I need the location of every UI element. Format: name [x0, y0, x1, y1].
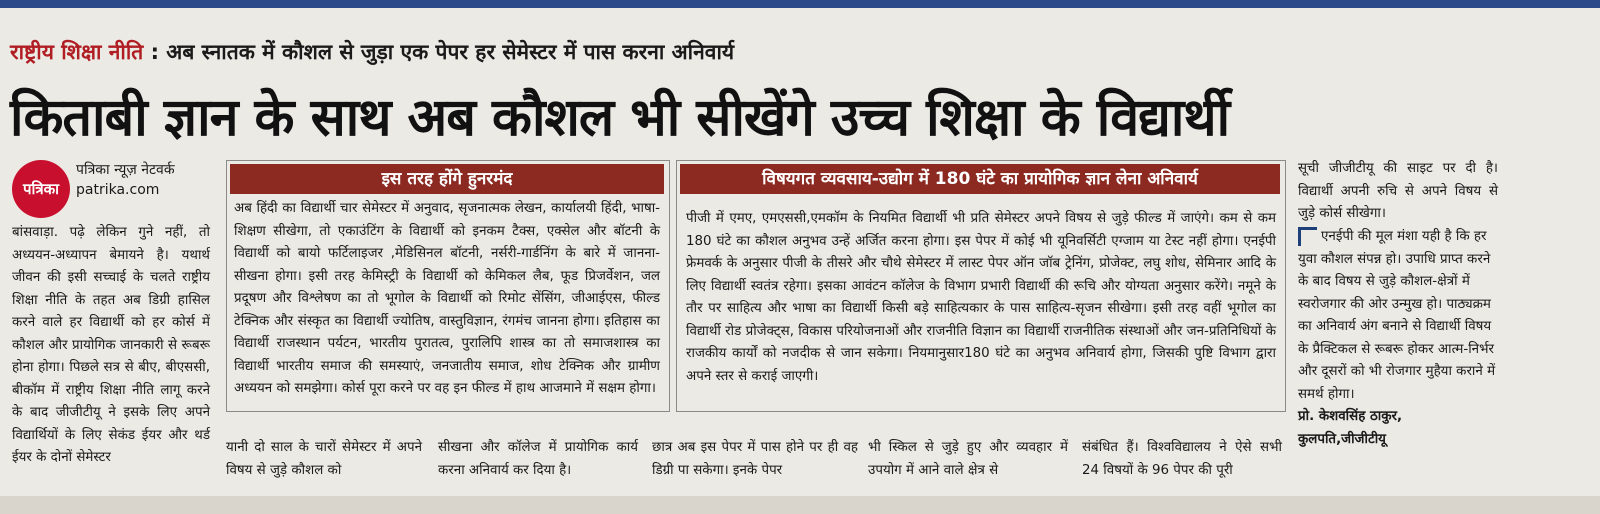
quote-author-designation: कुलपति,जीजीटीयू — [1298, 431, 1386, 447]
bottom-col-4: भी स्किल से जुड़े हुए और व्यवहार में उपयोग में आने वाले क्षेत्र से — [868, 440, 1068, 478]
bottom-strip — [0, 496, 1600, 514]
kicker-section: राष्ट्रीय शिक्षा नीति — [10, 40, 144, 64]
bottom-col-2: सीखना और कॉलेज में प्रायोगिक कार्य करना अनिवार्य कर दिया है। — [438, 440, 638, 478]
patrika-logo: पत्रिका — [12, 160, 70, 218]
box-skills-text: अब हिंदी का विद्यार्थी चार सेमेस्टर में अनुवाद, सृजनात्मक लेखन, कार्यालयी हिंदी, भाषा-शिक्षण सीखेगा, तो एकाउंटिंग के विद्यार्थी को इनकम टैक्स, एक्सेल और बॉटनी के विद्यार्थी को बायो फर्टिलाइजर ,मेडिसिनल बॉटनी, नर्सरी-गार्डनिंग के बारे में जानना-सीखना होगा। इसी तरह केमिस्ट्री के विद्यार्थी को केमिकल लैब, फूड प्रिजर्वेशन, जल प्रदूषण और विश्लेषण का तो भूगोल के विद्यार्थी को रिमोट सेंसिंग, जीआईएस, फील्ड टेक्निक और संस्कृत का विद्यार्थी ज्योतिष, वास्तुविज्ञान, रंगमंच जानना होगा। इतिहास का विद्यार्थी राजस्थान पर्यटन, भारतीय पुरातत्व, पुरालिपि शास्त्र का तो समाजशास्त्र का विद्यार्थी भारतीय समाज की समस्याएं, जनजातीय समाज, शोध टेक्निक और ग्रामीण अध्ययन को समझेगा। कोर्स पूरा करने पर वह इन फील्ड में हाथ आजमाने में सक्षम होगा। — [234, 201, 660, 396]
left-column-text: बांसवाड़ा. पढ़े लेकिन गुने नहीं, तो अध्ययन-अध्यापन बेमायने है। यथार्थ जीवन की इसी सच्चाई के चलते राष्ट्रीय शिक्षा नीति के तहत अब डिग्री हासिल करने वाले हर विद्यार्थी को हर कोर्स में कौशल और प्रायोगिक जानकारी से रूबरू होना होगा। पिछले सत्र से बीए, बीएससी, बीकॉम में राष्ट्रीय शिक्षा नीति लागू करने के बाद जीजीटीयू ने इसके लिए अपने विद्यार्थियों के लिए सेकंड ईयर और थर्ड ईयर के दोनों सेमेस्टर — [12, 225, 210, 465]
bottom-col-3: छात्र अब इस पेपर में पास होने पर ही वह डिग्री पा सकेगा। इनके पेपर — [652, 440, 858, 478]
top-rule — [0, 0, 1600, 8]
bottom-col-1: यानी दो साल के चारों सेमेस्टर में अपने विषय से जुड़े कौशल को — [226, 440, 422, 478]
bottom-col-5: संबंधित हैं। विश्वविद्यालय ने ऐसे सभी 24 विषयों के 96 पेपर की पूरी — [1082, 440, 1282, 478]
quote-block — [1298, 226, 1498, 451]
box-practical-heading: विषयगत व्यवसाय-उद्योग में 180 घंटे का प्रायोगिक ज्ञान लेना अनिवार्य — [680, 164, 1280, 194]
right-column-top: सूची जीजीटीयू की साइट पर दी है। विद्यार्थी अपनी रुचि से अपने विषय से जुड़े कोर्स सीखेगा। — [1298, 161, 1498, 221]
quote-mark-icon — [1298, 227, 1317, 246]
box-practical-text: पीजी में एमए, एमएससी,एमकॉम के नियमित विद्यार्थी भी प्रति सेमेस्टर अपने विषय से जुड़े फील्ड में जाएंगे। कम से कम 180 घंटे का कौशल अनुभव उन्हें अर्जित करना होगा। इस पेपर में कोई भी यूनिवर्सिटी एग्जाम या टेस्ट नहीं होगा। एनईपी फ्रेमवर्क के अनुसार पीजी के तीसरे और चौथे सेमेस्टर में लास्ट पेपर ऑन जॉब ट्रेनिंग, प्रोजेक्ट, लघु शोध, सेमिनार आदि के लिए विद्यार्थी स्वतंत्र रहेगा। इसका आवंटन कॉलेज के विभाग प्रभारी विद्यार्थी की रूचि और योग्यता अनुसार करेंगे। नमूने के तौर पर साहित्य और भाषा का विद्यार्थी किसी बड़े साहित्यकार के पास साहित्य-सृजन सीखेगा। इसी तरह वहीं भूगोल का विद्यार्थी रोड प्रोजेक्ट्स, विकास परियोजनाओं और राजनीति विज्ञान का विद्यार्थी राजनीतिक संस्थाओं और जन-प्रतिनिधियों के राजकीय कार्यों को नजदीक से जान सकेगा। नियमानुसार180 घंटे का अनुभव अनिवार्य होगा, जिसकी पुष्टि विभाग द्वारा अपने स्तर से कराई जाएगी। — [686, 211, 1276, 384]
quote-author-name: प्रो. केशवसिंह ठाकुर, — [1298, 409, 1403, 424]
byline — [76, 160, 175, 200]
kicker — [10, 38, 734, 66]
headline: किताबी ज्ञान के साथ अब कौशल भी सीखेंगे उच्च शिक्षा के विद्यार्थी — [10, 88, 1230, 148]
byline-site: patrika.com — [76, 182, 160, 198]
kicker-text: : अब स्नातक में कौशल से जुड़ा एक पेपर हर सेमेस्टर में पास करना अनिवार्य — [150, 40, 735, 64]
byline-network: पत्रिका न्यूज़ नेटवर्क — [76, 162, 175, 178]
quote-text: एनईपी की मूल मंशा यही है कि हर युवा कौशल संपन्न हो। उपाधि प्राप्त करने के बाद विषय से जुड़े कौशल-क्षेत्रों में स्वरोजगार की ओर उन्मुख हो। पाठ्यक्रम का अनिवार्य अंग बनाने से विद्यार्थी विषय के प्रैक्टिकल से रूबरू होकर आत्म-निर्भर और दूसरों को भी रोजगार मुहैया कराने में समर्थ होगा। — [1298, 229, 1496, 402]
box-skills-heading: इस तरह होंगे हुनरमंद — [230, 164, 664, 194]
